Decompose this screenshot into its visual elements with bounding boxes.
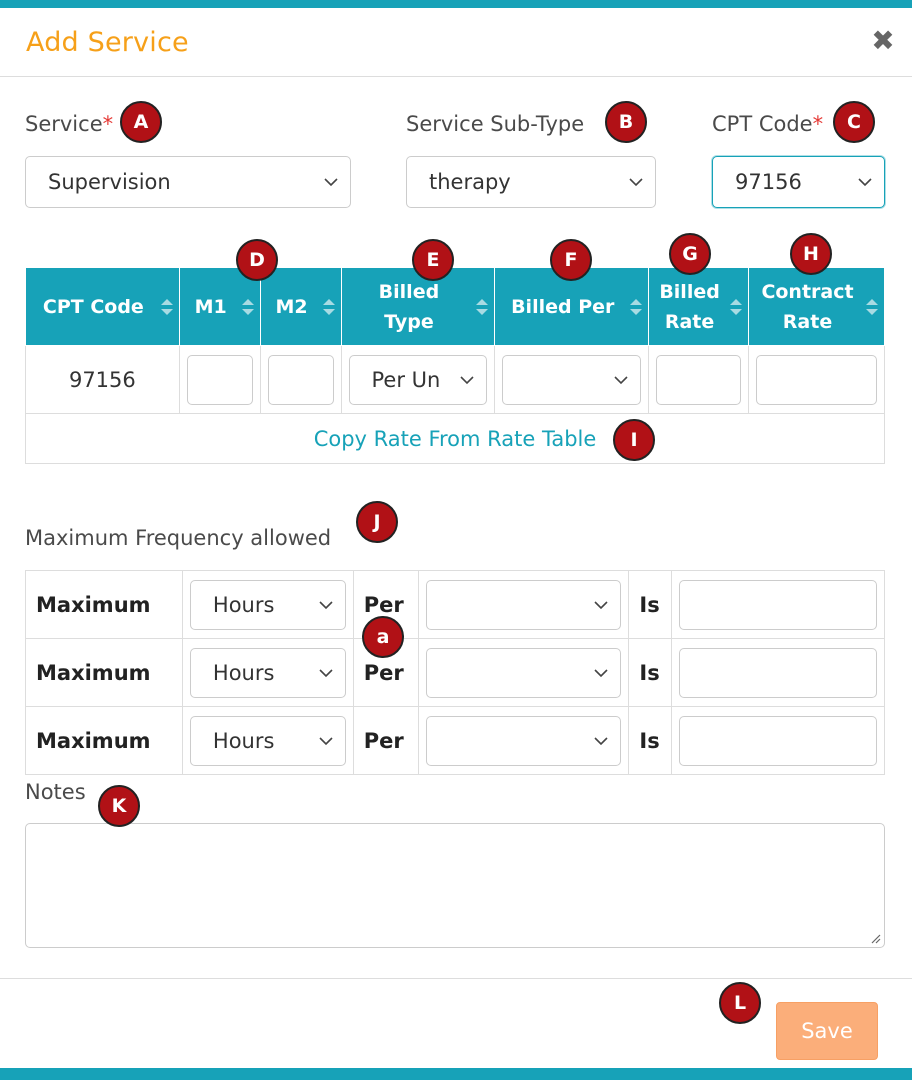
- service-select-value: Supervision: [48, 170, 171, 194]
- annotation-badge: G: [669, 233, 711, 275]
- frequency-value-input[interactable]: [679, 648, 877, 698]
- cpt-code-select[interactable]: [712, 156, 885, 208]
- frequency-value-input[interactable]: [679, 716, 877, 766]
- chevron-down-icon: [594, 717, 608, 765]
- billed-rate-input[interactable]: [656, 355, 741, 405]
- column-header-billed-rate[interactable]: [649, 268, 749, 346]
- close-button[interactable]: [868, 26, 898, 56]
- cpt-code-label: [712, 112, 823, 136]
- billed-type-value: Per Un: [371, 367, 441, 392]
- column-header-label: Type: [384, 310, 434, 333]
- sub-type-select-value: therapy: [429, 170, 511, 194]
- frequency-row: [26, 571, 885, 639]
- annotation-badge: D: [236, 239, 278, 281]
- sort-icon: [729, 297, 743, 317]
- close-icon: ✖: [871, 24, 895, 57]
- modal-bottom-accent-bar: [0, 1068, 912, 1080]
- notes-textarea[interactable]: [25, 823, 885, 948]
- resize-grip-icon[interactable]: [869, 932, 881, 944]
- maximum-label: Maximum: [26, 571, 183, 639]
- m1-input[interactable]: [187, 355, 253, 405]
- annotation-badge: J: [356, 501, 398, 543]
- modal-top-accent-bar: [0, 0, 912, 8]
- annotation-badge: B: [605, 101, 647, 143]
- service-select[interactable]: [25, 156, 351, 208]
- header-divider: [0, 76, 912, 77]
- sub-type-select[interactable]: [406, 156, 656, 208]
- copy-rate-link[interactable]: Copy Rate From Rate Table: [313, 426, 597, 451]
- per-label: Per: [353, 707, 418, 775]
- contract-rate-input[interactable]: [756, 355, 877, 405]
- sort-icon: [322, 297, 336, 317]
- column-header-contract-rate[interactable]: [749, 268, 885, 346]
- chevron-down-icon: [460, 356, 474, 404]
- frequency-unit-select[interactable]: [190, 580, 346, 630]
- sort-icon: [865, 297, 879, 317]
- column-header-m2[interactable]: [260, 268, 341, 346]
- annotation-badge: K: [98, 785, 140, 827]
- column-header-cpt-code[interactable]: [26, 268, 180, 346]
- frequency-row: [26, 707, 885, 775]
- frequency-row: [26, 639, 885, 707]
- save-button[interactable]: Save: [776, 1002, 878, 1060]
- annotation-badge: L: [719, 982, 761, 1024]
- chevron-down-icon: [324, 157, 338, 207]
- rate-table: [25, 267, 885, 464]
- frequency-period-select[interactable]: [426, 648, 622, 698]
- column-header-label: Billed: [378, 280, 440, 303]
- chevron-down-icon: [594, 581, 608, 629]
- sub-type-label: Service Sub-Type: [406, 112, 585, 136]
- sort-icon: [475, 297, 489, 317]
- frequency-label: Maximum Frequency allowed: [25, 526, 332, 550]
- cpt-code-cell: 97156: [26, 346, 180, 414]
- sort-icon: [160, 297, 174, 317]
- frequency-unit-select[interactable]: [190, 716, 346, 766]
- copy-rate-cell: [26, 414, 885, 464]
- billed-type-select[interactable]: [349, 355, 488, 405]
- annotation-badge: H: [790, 233, 832, 275]
- column-header-label: Contract: [761, 280, 854, 303]
- frequency-table: [25, 570, 885, 775]
- frequency-period-select[interactable]: [426, 580, 622, 630]
- annotation-badge: I: [613, 419, 655, 461]
- column-header-label: M2: [275, 295, 308, 318]
- column-header-label: Rate: [664, 310, 715, 333]
- maximum-label: Maximum: [26, 707, 183, 775]
- is-label: Is: [629, 571, 672, 639]
- frequency-value-input[interactable]: [679, 580, 877, 630]
- footer-divider: [0, 978, 912, 979]
- annotation-badge: E: [412, 239, 454, 281]
- is-label: Is: [629, 707, 672, 775]
- required-mark: *: [812, 112, 824, 136]
- chevron-down-icon: [319, 717, 333, 765]
- billed-per-select[interactable]: [502, 355, 641, 405]
- frequency-unit-value: Hours: [212, 592, 275, 617]
- annotation-badge: F: [550, 239, 592, 281]
- column-header-label: Billed: [659, 280, 720, 303]
- cpt-code-select-value: 97156: [735, 170, 802, 194]
- column-header-label: Billed Per: [511, 295, 615, 318]
- service-label-text: Service: [25, 112, 103, 136]
- per-label: Per: [353, 571, 418, 639]
- maximum-label: Maximum: [26, 639, 183, 707]
- frequency-unit-value: Hours: [212, 728, 275, 753]
- required-mark: *: [102, 112, 114, 136]
- chevron-down-icon: [319, 581, 333, 629]
- chevron-down-icon: [629, 157, 643, 207]
- sort-icon: [241, 297, 255, 317]
- frequency-period-select[interactable]: [426, 716, 622, 766]
- notes-label: Notes: [25, 780, 86, 804]
- table-row: [26, 346, 885, 414]
- cpt-code-label-text: CPT Code: [712, 112, 813, 136]
- column-header-billed-type[interactable]: [341, 268, 495, 346]
- chevron-down-icon: [614, 356, 628, 404]
- m2-input[interactable]: [268, 355, 334, 405]
- annotation-badge: a: [362, 616, 404, 658]
- frequency-unit-select[interactable]: [190, 648, 346, 698]
- modal-title: Add Service: [26, 27, 189, 58]
- service-label: [25, 112, 113, 136]
- column-header-label: CPT Code: [42, 295, 144, 318]
- column-header-label: Rate: [782, 310, 833, 333]
- per-label: Per: [353, 639, 418, 707]
- frequency-unit-value: Hours: [212, 660, 275, 685]
- annotation-badge: A: [120, 101, 162, 143]
- sort-icon: [629, 297, 643, 317]
- chevron-down-icon: [319, 649, 333, 697]
- chevron-down-icon: [858, 157, 872, 207]
- is-label: Is: [629, 639, 672, 707]
- chevron-down-icon: [594, 649, 608, 697]
- column-header-label: M1: [194, 295, 227, 318]
- annotation-badge: C: [833, 101, 875, 143]
